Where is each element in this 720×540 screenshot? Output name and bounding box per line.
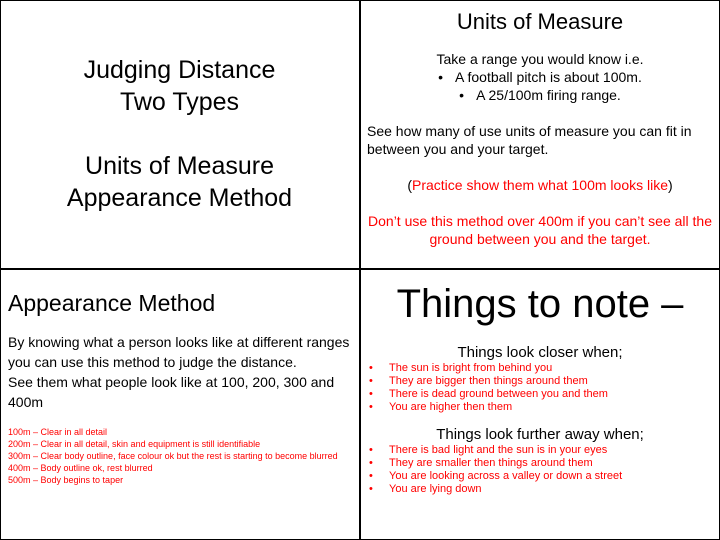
units-of-measure-panel [361,0,719,268]
range-item: 200m – Clear in all detail, skin and equipment is still identifiable [8,439,261,449]
paren-close: ) [668,177,673,193]
closer-title: Things look closer when; [457,344,623,361]
closer-item: • The sun is bright from behind you [367,362,713,375]
range-item: 400m – Body outline ok, rest blurred [8,463,153,473]
range-item: 100m – Clear in all detail [8,427,108,437]
appearance-method-panel [0,270,359,540]
units-bullet: • A football pitch is about 100m. [367,68,713,86]
title-line-2: Two Types [119,88,240,116]
further-item: • You are looking across a valley or down a street [367,470,713,483]
things-to-note-panel [361,270,719,540]
closer-list [367,362,713,414]
units-heading: Units of Measure [456,9,624,34]
practice-note: Practice show them what 100m looks like [412,177,668,193]
closer-item: • You are higher then them [367,401,713,414]
note-heading: Things to note – [396,282,684,326]
appearance-heading: Appearance Method [8,290,216,316]
further-item: • They are smaller then things around them [367,457,713,470]
units-warning: Don’t use this method over 400m if you can’t see all the ground between you and the target. [368,213,712,247]
units-para-1: See how many of use units of measure you can fit in between you and your target. [367,123,692,157]
title-panel [0,0,359,268]
further-title: Things look further away when; [436,426,644,443]
closer-item: • They are bigger then things around them [367,375,713,388]
units-bullet: • A 25/100m firing range. [367,86,713,104]
title-line-4: Appearance Method [66,184,293,212]
units-bullets [367,68,713,104]
units-para-2 [367,176,713,194]
appearance-para-1: By knowing what a person looks like at different ranges you can use this method to judge the distance. [8,334,350,370]
range-list [8,426,351,486]
further-list [367,444,713,496]
title-line-1: Judging Distance [83,56,276,84]
paren-open: ( [407,177,412,193]
title-line-3: Units of Measure [85,152,274,180]
closer-item: • There is dead ground between you and them [367,388,713,401]
further-item: • There is bad light and the sun is in your eyes [367,444,713,457]
further-item: • You are lying down [367,483,713,496]
units-intro: Take a range you would know i.e. [436,51,644,67]
range-item: 500m – Body begins to taper [8,475,124,485]
range-item: 300m – Clear body outline, face colour ok but the rest is starting to become blurred [8,451,338,461]
appearance-para-2: See them what people look like at 100, 200, 300 and 400m [8,374,335,410]
